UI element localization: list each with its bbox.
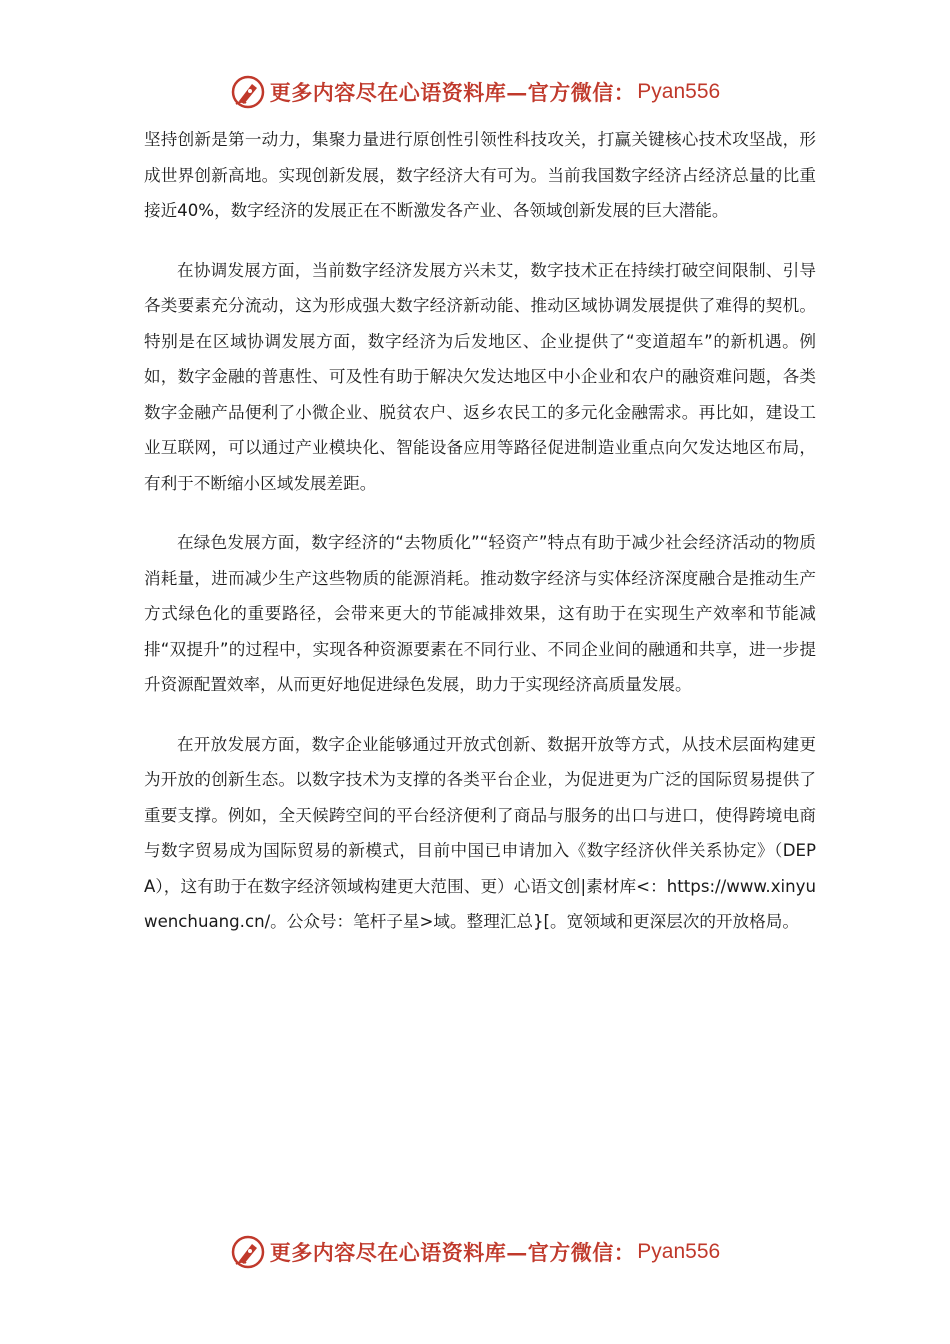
header-wechat-id: Pyan556 xyxy=(637,80,721,103)
footer-banner-text: 更多内容尽在心语资料库—官方微信： xyxy=(269,1240,636,1265)
footer-banner xyxy=(0,1230,950,1274)
paragraph-openness: 在开放发展方面，数字企业能够通过开放式创新、数据开放等方式，从技术层面构建更为开放的创新生态。以数字技术为支撑的各类平台企业，为促进更为广泛的国际贸易提供了重要支撑。例如，全天候跨空间的平台经济便利了商品与服务的出口与进口，使得跨境电商与数字贸易成为国际贸易的新模式，目前中国已申请加入《数字经济伙伴关系协定》（DEPA），这有助于在数字经济领域构建更大范围、更）心语文创|素材库<：https://www.xinyuwenchuang.cn/。公众号：笔杆子星>域。整理汇总}[。宽领域和更深层次的开放格局。 xyxy=(144,734,816,931)
pen-nib-logo-icon xyxy=(230,1234,266,1270)
paragraph-coordination: 在协调发展方面，当前数字经济发展方兴未艾，数字技术正在持续打破空间限制、引导各类要素充分流动，这为形成强大数字经济新动能、推动区域协调发展提供了难得的契机。特别是在区域协调发展方面，数字经济为后发地区、企业提供了“变道超车”的新机遇。例如，数字金融的普惠性、可及性有助于解决欠发达地区中小企业和农户的融资难问题，各类数字金融产品便利了小微企业、脱贫农户、返乡农民工的多元化金融需求。再比如，建设工业互联网，可以通过产业模块化、智能设备应用等路径促进制造业重点向欠发达地区布局， 有利于不断缩小区域发展差距。 xyxy=(144,260,816,493)
header-banner xyxy=(0,70,950,114)
header-banner-text: 更多内容尽在心语资料库—官方微信： xyxy=(269,80,636,105)
paragraph-green: 在绿色发展方面，数字经济的“去物质化”“轻资产”特点有助于减少社会经济活动的物质消耗量，进而减少生产这些物质的能源消耗。推动数字经济与实体经济深度融合是推动生产方式绿色化的重要路径，会带来更大的节能减排效果，这有助于在实现生产效率和节能减排“双提升”的过程中，实现各种资源要素在不同行业、不同企业间的融通和共享，进一步提升资源配置效率，从而更好地促进绿色发展，助力于实现经济高质量发展。 xyxy=(144,533,816,694)
document-body xyxy=(144,122,816,964)
paragraph-innovation: 坚持创新是第一动力，集聚力量进行原创性引领性科技攻关，打赢关键核心技术攻坚战，形成世界创新高地。实现创新发展，数字经济大有可为。当前我国数字经济占经济总量的比重接近40%，数字经济的发展正在不断激发各产业、各领域创新发展的巨大潜能。 xyxy=(144,130,816,220)
footer-wechat-id: Pyan556 xyxy=(637,1240,721,1263)
pen-nib-logo-icon xyxy=(230,74,266,110)
